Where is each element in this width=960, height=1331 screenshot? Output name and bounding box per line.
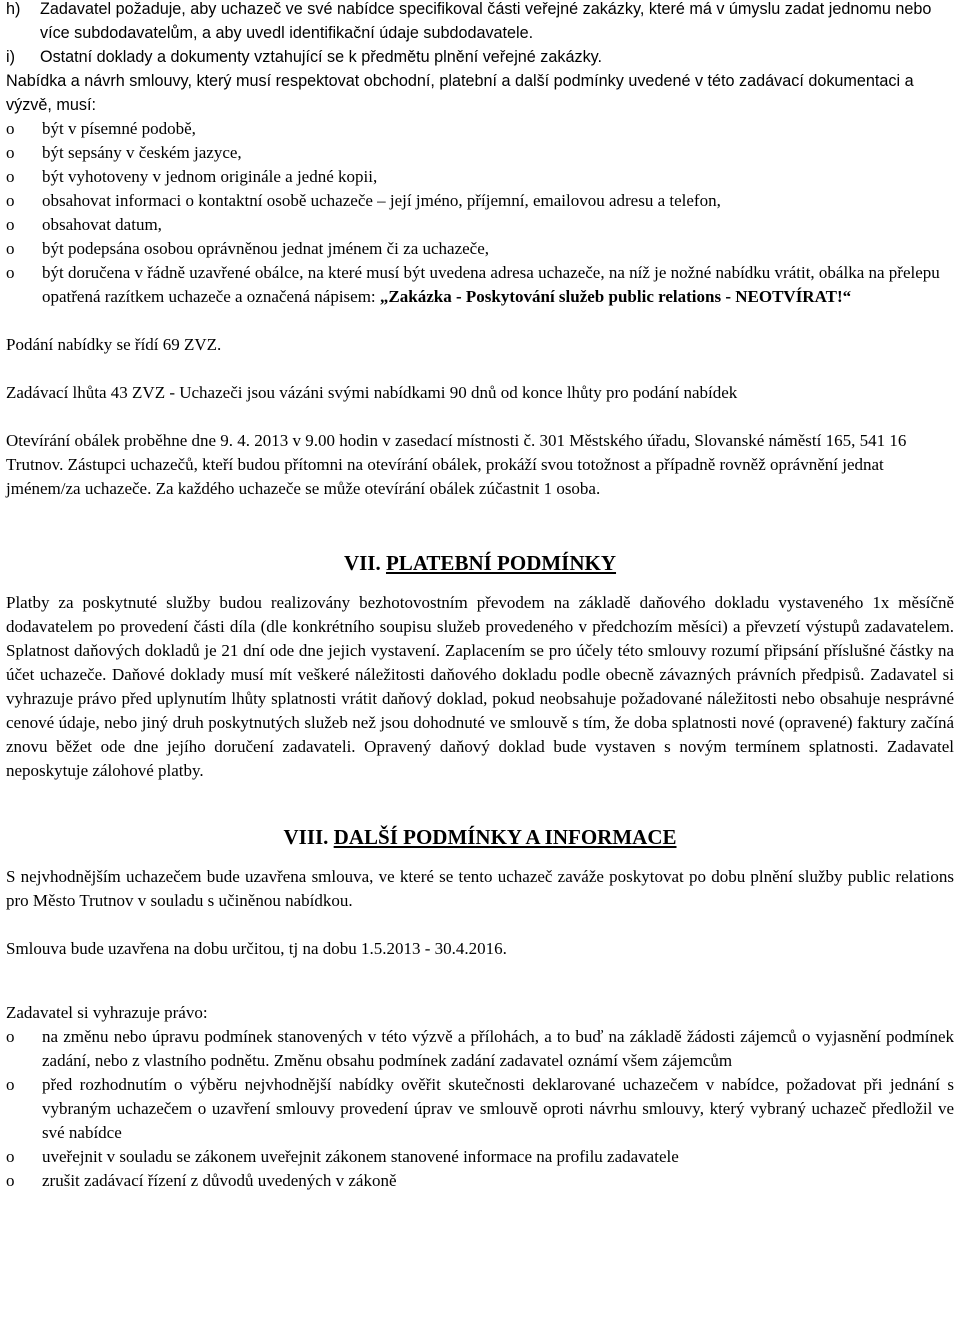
contract-paragraph: S nejvhodnějším uchazečem bude uzavřena smlouva, ve které se tento uchazeč zaváže poskytovat po dobu plnění služby public relations pro Město Trutnov v souladu s učiněnou nabídkou. xyxy=(6,867,954,910)
list-item: o být podepsána osobou oprávněnou jednat jménem či za uchazeče, xyxy=(6,237,954,261)
section-title: DALŠÍ PODMÍNKY A INFORMACE xyxy=(333,825,677,849)
contract-term-paragraph: Smlouva bude uzavřena na dobu určitou, tj na dobu 1.5.2013 - 30.4.2016. xyxy=(6,939,507,958)
requirements-list xyxy=(6,117,954,309)
section-number: VII. xyxy=(343,551,381,575)
list-item: o zrušit zadávací řízení z důvodů uvedených v zákoně xyxy=(6,1169,954,1193)
document-page xyxy=(6,0,954,1193)
bullet-marker: o xyxy=(6,1171,15,1190)
item-marker: i) xyxy=(6,48,15,66)
items-block xyxy=(6,0,954,117)
bullet-marker: o xyxy=(6,1147,15,1166)
bullet-marker: o xyxy=(6,167,15,186)
reserves-right-paragraph: Zadavatel si vyhrazuje právo: xyxy=(6,1003,208,1022)
payment-paragraph: Platby za poskytnuté služby budou realizovány bezhotovostním převodem na základě daňového dokladu vystaveného 1x měsíčně dodavatelem po provedení části díla (dle konkrétního soupisu služeb provedeného v předchozím měsíci) a převzetí výstupů zadavatelem. Splatnost daňových dokladů je 21 dní ode dne jejich vystavení. Zaplacením se pro účely této smlouvy rozumí připsání příslušné částky na účet uchazeče. Daňové doklady musí mít veškeré náležitosti daňového dokladu podle obecně závazných právních předpisů. Zadavatel si vyhrazuje právo před uplynutím lhůty splatnosti vrátit daňový doklad, pokud neobsahuje požadované náležitosti nebo obsahuje nesprávné cenové údaje, nebo jiný druh poskytnutých služeb než jsou dohodnuté ve smlouvě s tím, že doba splatnosti nové (opravené) faktury začíná znovu běžet ode dne jejího doručení zadavateli. Opravený daňový doklad bude vystaven s novým termínem splatnosti. Zadavatel neposkytuje zálohové platby. xyxy=(6,593,954,780)
list-item: o být vyhotoveny v jednom originále a jedné kopii, xyxy=(6,165,954,189)
list-item: o před rozhodnutím o výběru nejvhodnější nabídky ověřit skutečnosti deklarované uchazečem v nabídce, požadovat při jednání s vybraným uchazečem o uzavření smlouvy provedení úprav ve smlouvě oproti návrhu smlouvy, který vybraný uchazeč předložil ve své nabídce xyxy=(6,1073,954,1145)
list-item: o obsahovat informaci o kontaktní osobě uchazeče – její jméno, příjemní, emailovou adresu a telefon, xyxy=(6,189,954,213)
list-item: o obsahovat datum, xyxy=(6,213,954,237)
rights-list xyxy=(6,1025,954,1193)
bullet-marker: o xyxy=(6,143,15,162)
submission-paragraph: Podání nabídky se řídí 69 ZVZ. xyxy=(6,335,222,354)
bullet-marker: o xyxy=(6,239,15,258)
bullet-marker: o xyxy=(6,1075,15,1094)
bullet-marker: o xyxy=(6,215,15,234)
item-text: Zadavatel požaduje, aby uchazeč ve své nabídce specifikoval části veřejné zakázky, které má v úmyslu zadat jednomu nebo více subdodavatelům, a aby uvedl identifikační údaje subdodavatele. xyxy=(40,0,932,42)
section-heading-viii xyxy=(6,825,954,849)
list-item: o být sepsány v českém jazyce, xyxy=(6,141,954,165)
section-number: VIII. xyxy=(283,825,329,849)
bullet-marker: o xyxy=(6,191,15,210)
opening-paragraph: Otevírání obálek proběhne dne 9. 4. 2013 v 9.00 hodin v zasedací místnosti č. 301 Městského úřadu, Slovanské náměstí 165, 541 16 Trutnov. Zástupci uchazečů, kteří budou přítomni na otevírání obálek, prokáží svou totožnost a případně rovněž oprávnění jednat jménem/za uchazeče. Za každého uchazeče se může otevírání obálek zúčastnit 1 osoba. xyxy=(6,431,907,498)
list-item: o být doručena v řádně uzavřené obálce, na které musí být uvedena adresa uchazeče, na níž je nožné nabídku vrátit, obálka na přelepu opatřená razítkem uchazeče a označená nápisem: „Zakázka - Poskytování služeb public relations - NEOTVÍRAT!“ xyxy=(6,261,954,309)
section-title: PLATEBNÍ PODMÍNKY xyxy=(385,551,617,575)
section-heading-vii xyxy=(6,551,954,575)
bullet-marker: o xyxy=(6,119,15,138)
item-h xyxy=(6,0,954,45)
item-marker: h) xyxy=(6,0,21,18)
bullet-marker: o xyxy=(6,1027,15,1046)
bullet-marker: o xyxy=(6,263,15,282)
item-i xyxy=(6,45,954,69)
intro-paragraph: Nabídka a návrh smlouvy, který musí respektovat obchodní, platební a další podmínky uvedené v této zadávací dokumentaci a výzvě, musí: xyxy=(6,72,914,114)
item-text: Ostatní doklady a dokumenty vztahující se k předmětu plnění veřejné zakázky. xyxy=(40,48,603,66)
deadline-paragraph: Zadávací lhůta 43 ZVZ - Uchazeči jsou vázáni svými nabídkami 90 dnů od konce lhůty pro podání nabídek xyxy=(6,383,738,402)
list-item: o být v písemné podobě, xyxy=(6,117,954,141)
envelope-label: „Zakázka - Poskytování služeb public relations - NEOTVÍRAT!“ xyxy=(379,287,852,306)
list-item: o na změnu nebo úpravu podmínek stanovených v této výzvě a přílohách, a to buď na základě žádosti zájemců o vyjasnění podmínek zadání, nebo z vlastního podnětu. Změnu obsahu podmínek zadání zadavatel oznámí všem zájemcům xyxy=(6,1025,954,1073)
list-item: o uveřejnit v souladu se zákonem uveřejnit zákonem stanovené informace na profilu zadavatele xyxy=(6,1145,954,1169)
